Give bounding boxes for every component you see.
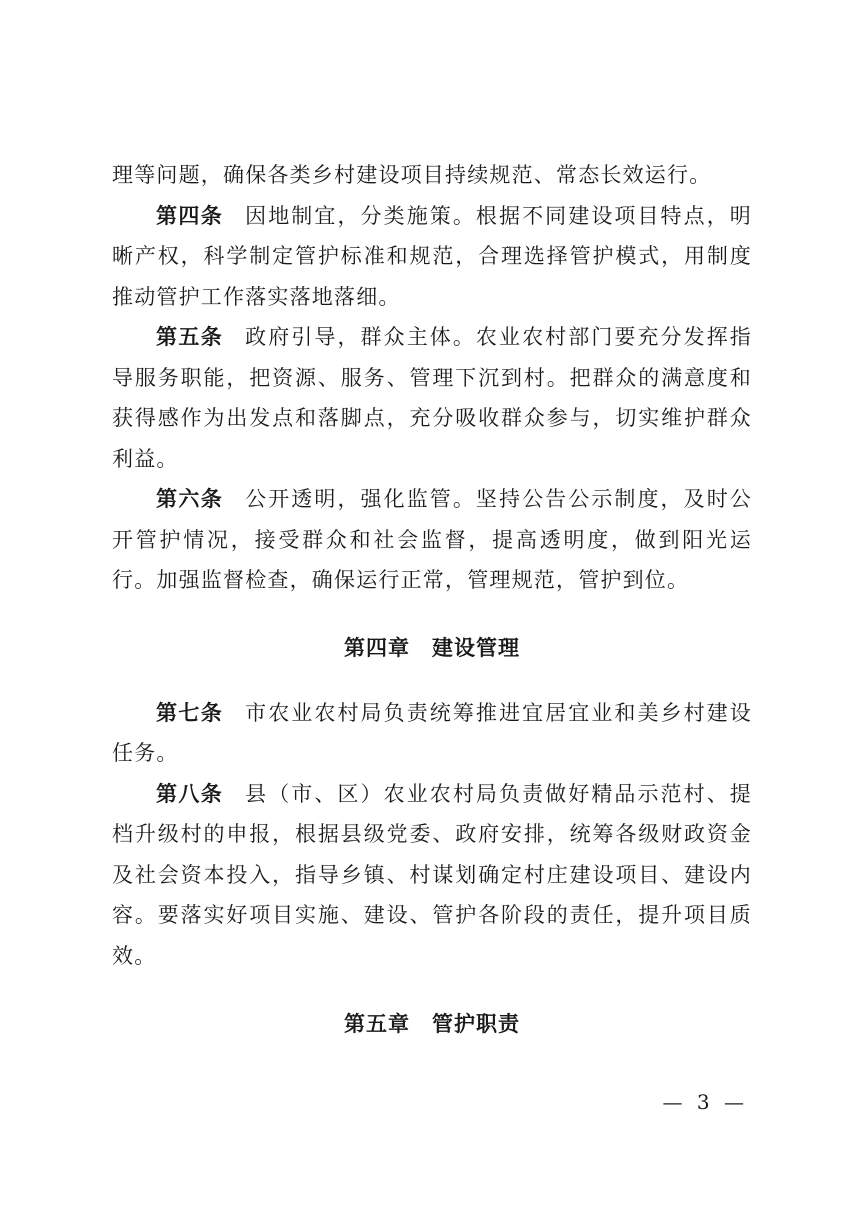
article-7 xyxy=(112,693,752,774)
article-8-label: 第八条 xyxy=(156,781,224,806)
article-5 xyxy=(112,317,752,479)
chapter-5-heading xyxy=(112,1008,752,1038)
chapter-5-number: 第五章 xyxy=(344,1012,410,1036)
article-8-text: 县（市、区）农业农村局负责做好精品示范村、提档升级村的申报，根据县级党委、政府安排，统筹各级财政资金及社会资本投入，指导乡镇、村谋划确定村庄建设项目、建设内容。要落实好项目实施、建设、管护各阶段的责任，提升项目质效。 xyxy=(112,781,752,968)
chapter-4-number: 第四章 xyxy=(344,635,410,660)
page-number: — 3 — xyxy=(662,1090,748,1114)
article-7-text: 市农业农村局负责统筹推进宜居宜业和美乡村建设任务。 xyxy=(112,700,752,765)
article-8 xyxy=(112,774,752,977)
article-4 xyxy=(112,196,752,318)
chapter-5-title: 管护职责 xyxy=(432,1012,520,1036)
article-6-text: 公开透明，强化监管。坚持公告公示制度，及时公开管护情况，接受群众和社会监督，提高透明度，做到阳光运行。加强监督检查，确保运行正常，管理规范，管护到位。 xyxy=(112,487,752,592)
chapter-4-heading xyxy=(112,632,752,662)
article-6 xyxy=(112,479,752,601)
chapter-4-title: 建设管理 xyxy=(432,635,520,660)
document-body xyxy=(112,155,752,1038)
article-4-label: 第四条 xyxy=(156,203,224,228)
article-6-label: 第六条 xyxy=(156,487,224,511)
article-4-text: 因地制宜，分类施策。根据不同建设项目特点，明晰产权，科学制定管护标准和规范，合理选择管护模式，用制度推动管护工作落实落地落细。 xyxy=(112,203,752,309)
article-5-label: 第五条 xyxy=(156,325,224,349)
continued-paragraph: 理等问题，确保各类乡村建设项目持续规范、常态长效运行。 xyxy=(112,163,712,187)
article-5-text: 政府引导，群众主体。农业农村部门要充分发挥指导服务职能，把资源、服务、管理下沉到村。把群众的满意度和获得感作为出发点和落脚点，充分吸收群众参与，切实维护群众利益。 xyxy=(112,325,752,471)
article-7-label: 第七条 xyxy=(156,700,224,725)
